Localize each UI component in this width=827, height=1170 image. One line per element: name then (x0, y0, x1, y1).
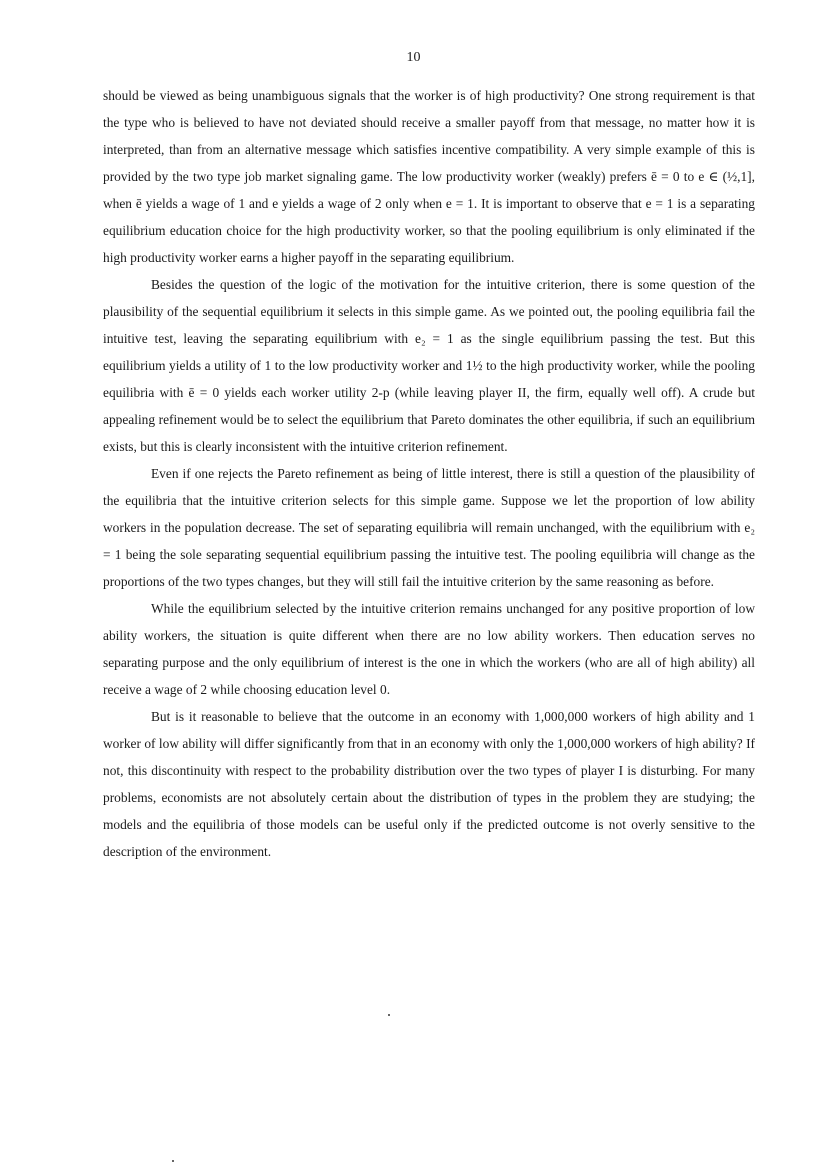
scan-speck (388, 1014, 390, 1016)
paragraph-2: Besides the question of the logic of the motivation for the intuitive criterion, there is some question of the plausibility of the sequential equilibrium it selects in this simple game. As we pointed out, the pooling equilibria fail the intuitive test, leaving the separating equilibrium with e₂ = 1 as the single equilibrium passing the test. But this equilibrium yields a utility of 1 to the low productivity worker and 1½ to the high productivity worker, while the pooling equilibria with ē = 0 yields each worker utility 2-p (while leaving player II, the firm, equally well off). A crude but appealing refinement would be to select the equilibrium that Pareto dominates the other equilibria, if such an equilibrium exists, but this is clearly inconsistent with the intuitive criterion refinement. (103, 277, 755, 454)
paragraph-1: should be viewed as being unambiguous signals that the worker is of high productivity? One strong requirement is that the type who is believed to have not deviated should receive a smaller payoff from that message, no matter how it is interpreted, than from an alternative message which satisfies incentive compatibility. A very simple example of this is provided by the two type job market signaling game. The low productivity worker (weakly) prefers ē = 0 to e ∈ (½,1], when ē yields a wage of 1 and e yields a wage of 2 only when e = 1. It is important to observe that e = 1 is a separating equilibrium education choice for the high productivity worker, so that the pooling equilibrium is only eliminated if the high productivity worker earns a higher payoff in the separating equilibrium. (103, 88, 755, 265)
paragraph-4: While the equilibrium selected by the intuitive criterion remains unchanged for any positive proportion of low ability workers, the situation is quite different when there are no low ability workers. Then education serves no separating purpose and the only equilibrium of interest is the one in which the workers (who are all of high ability) all receive a wage of 2 while choosing education level 0. (103, 601, 755, 697)
page-number: 10 (406, 50, 421, 65)
body-text (103, 82, 755, 865)
paragraph-3: Even if one rejects the Pareto refinement as being of little interest, there is still a question of the plausibility of the equilibria that the intuitive criterion selects for this simple game. Suppose we let the proportion of low ability workers in the population decrease. The set of separating equilibria will remain unchanged, with the equilibrium with e₂ = 1 being the sole separating sequential equilibrium passing the intuitive test. The pooling equilibria will change as the proportions of the two types changes, but they will still fail the intuitive criterion by the same reasoning as before. (103, 466, 755, 589)
scan-speck (172, 1160, 174, 1162)
paragraph-5: But is it reasonable to believe that the outcome in an economy with 1,000,000 workers of high ability and 1 worker of low ability will differ significantly from that in an economy with only the 1,000,000 workers of high ability? If not, this discontinuity with respect to the probability distribution over the two types of player I is disturbing. For many problems, economists are not absolutely certain about the distribution of types in the problem they are studying; the models and the equilibria of those models can be useful only if the predicted outcome is not overly sensitive to the description of the environment. (103, 709, 755, 859)
